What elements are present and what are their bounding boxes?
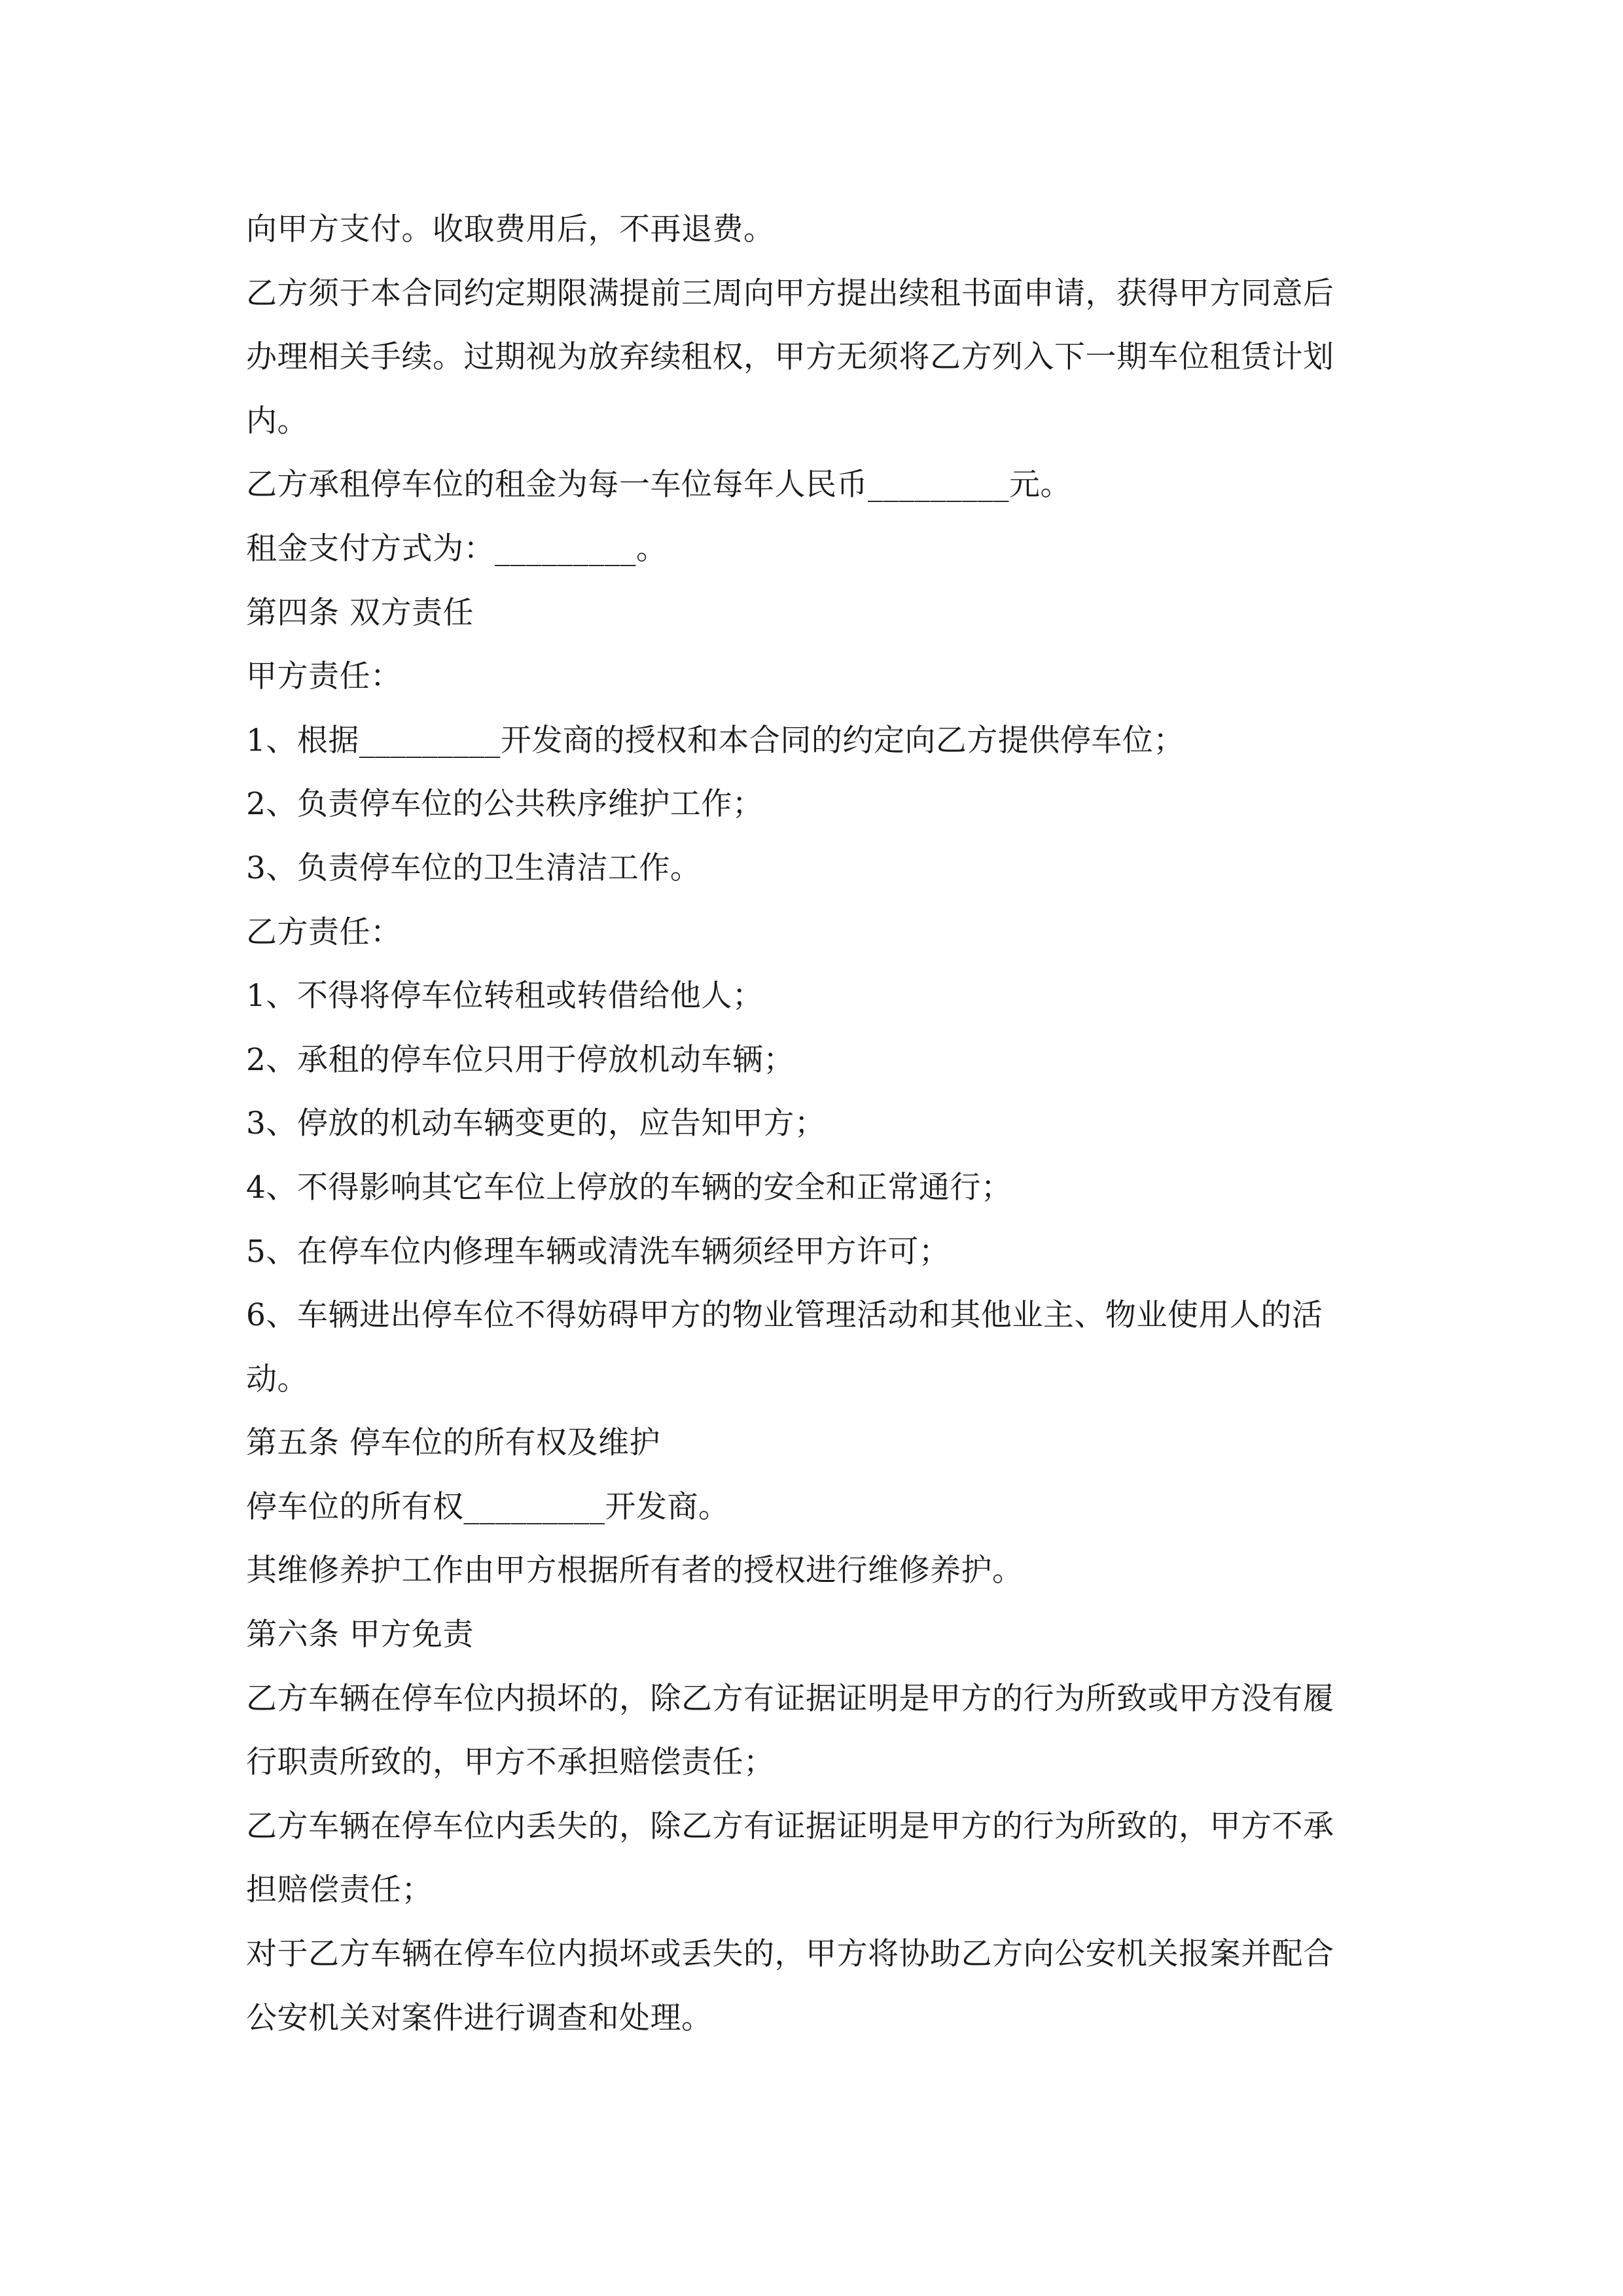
paragraph-line: 办理相关手续。过期视为放弃续租权，甲方无须将乙方列入下一期车位租赁计划 xyxy=(246,339,1334,376)
section-heading: 第六条 甲方免责 xyxy=(246,1617,474,1653)
list-item: 3、负责停车位的卫生清洁工作。 xyxy=(246,850,702,886)
paragraph-line: 内。 xyxy=(246,403,308,439)
list-item: 2、承租的停车位只用于停放机动车辆； xyxy=(246,1041,794,1078)
paragraph-line: 担赔偿责任； xyxy=(246,1872,433,1909)
paragraph-line: 乙方承租停车位的租金为每一车位每年人民币_________元。 xyxy=(246,467,1071,503)
paragraph-line: 公安机关对案件进行调查和处理。 xyxy=(246,2000,713,2036)
paragraph-line: 乙方车辆在停车位内损坏的，除乙方有证据证明是甲方的行为所致或甲方没有履 xyxy=(246,1680,1334,1717)
paragraph-line: 乙方须于本合同约定期限满提前三周向甲方提出续租书面申请，获得甲方同意后 xyxy=(246,275,1334,312)
paragraph-line: 向甲方支付。收取费用后，不再退费。 xyxy=(246,211,775,247)
paragraph-line: 对于乙方车辆在停车位内损坏或丢失的，甲方将协助乙方向公安机关报案并配合 xyxy=(246,1936,1334,1973)
paragraph-line: 行职责所致的，甲方不承担赔偿责任； xyxy=(246,1744,775,1781)
list-item: 6、车辆进出停车位不得妨碍甲方的物业管理活动和其他业主、物业使用人的活 xyxy=(246,1297,1323,1334)
list-item: 2、负责停车位的公共秩序维护工作； xyxy=(246,786,764,823)
paragraph-line: 租金支付方式为：_________。 xyxy=(246,530,668,567)
list-item: 1、不得将停车位转租或转借给他人； xyxy=(246,978,764,1014)
paragraph-line: 停车位的所有权_________开发商。 xyxy=(246,1488,730,1525)
list-item: 1、根据_________开发商的授权和本合同的约定向乙方提供停车位； xyxy=(246,722,1185,759)
subsection-heading: 甲方责任： xyxy=(246,658,402,695)
list-item: 4、不得影响其它车位上停放的车辆的安全和正常通行； xyxy=(246,1169,1012,1206)
document-body xyxy=(246,198,1378,2050)
subsection-heading: 乙方责任： xyxy=(246,914,402,950)
section-heading: 第五条 停车位的所有权及维护 xyxy=(246,1425,660,1462)
paragraph-line: 动。 xyxy=(246,1361,308,1397)
paragraph-line: 乙方车辆在停车位内丢失的，除乙方有证据证明是甲方的行为所致的，甲方不承 xyxy=(246,1808,1334,1844)
section-heading: 第四条 双方责任 xyxy=(246,594,474,631)
list-item: 3、停放的机动车辆变更的，应告知甲方； xyxy=(246,1105,826,1142)
list-item: 5、在停车位内修理车辆或清洗车辆须经甲方许可； xyxy=(246,1233,950,1270)
paragraph-line: 其维修养护工作由甲方根据所有者的授权进行维修养护。 xyxy=(246,1552,1024,1589)
